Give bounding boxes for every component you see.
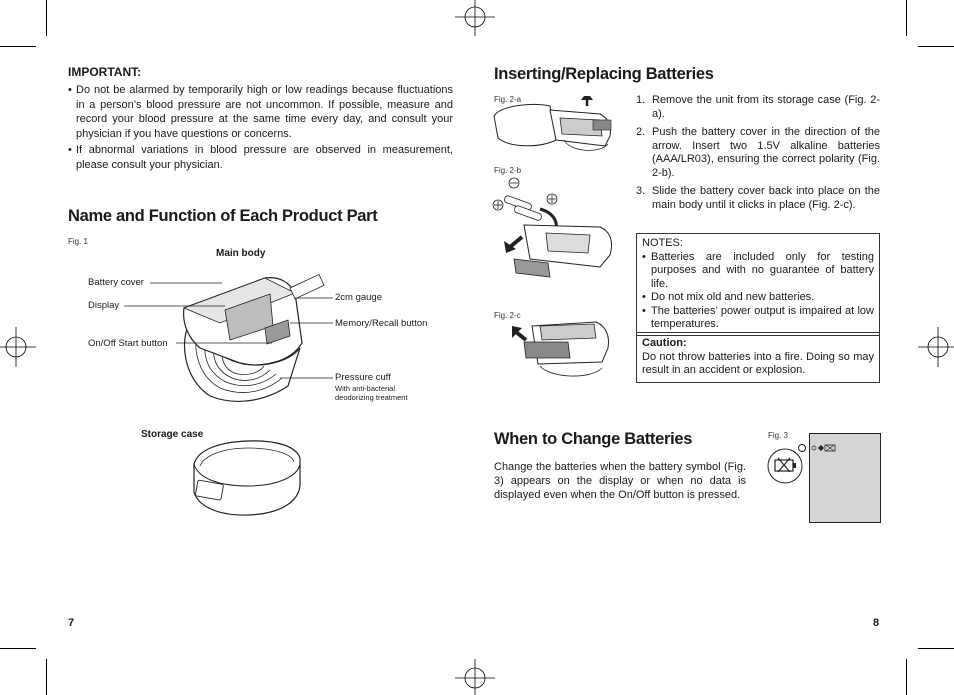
crop-mark (918, 648, 954, 649)
fig2a-label: Fig. 2-a (494, 95, 522, 104)
crop-mark (906, 0, 907, 36)
notes-list (642, 251, 874, 332)
memory-label: Memory/Recall button (335, 318, 428, 329)
step-text: Remove the unit from its storage case (Fig. 2-a). (652, 94, 880, 120)
change-text: Change the batteries when the battery symbol (Fig. 3) appears on the display or when no data is displayed even when the On/Off button is pressed. (494, 461, 746, 501)
step-item (636, 185, 880, 212)
note-item: • Do not mix old and new batteries. (642, 291, 874, 305)
change-heading: When to Change Batteries (494, 430, 693, 448)
step-item (636, 126, 880, 180)
step-text: Slide the battery cover back into place on the main body until it clicks in place (Fig. 2-c). (652, 185, 880, 211)
batteries-heading: Inserting/Replacing Batteries (494, 65, 714, 83)
step-item (636, 94, 880, 121)
note-item: • Batteries are included only for testing purposes and with no guarantee of battery life. (642, 251, 874, 292)
important-list (68, 83, 453, 174)
page-number-left: 7 (68, 617, 75, 629)
registration-mark (0, 327, 36, 367)
storage-case-illustration (188, 436, 306, 520)
crop-mark (46, 0, 47, 36)
gauge-label: 2cm gauge (335, 292, 383, 303)
registration-mark (455, 659, 495, 695)
caution-title: Caution: (642, 337, 687, 349)
registration-mark (455, 0, 495, 36)
crop-mark (906, 659, 907, 695)
important-title: IMPORTANT: (68, 65, 142, 79)
step-number: 1. (636, 94, 646, 106)
fig2c-illustration (510, 312, 615, 384)
fig2b-label: Fig. 2-b (494, 166, 522, 175)
cuff-note-1: With anti-bacterial (335, 384, 396, 393)
on-off-label: On/Off Start button (88, 338, 168, 349)
fig3-label: Fig. 3 (768, 431, 789, 440)
main-body-label: Main body (216, 248, 266, 259)
fig2a-illustration (490, 96, 620, 158)
monitor-illustration (170, 268, 330, 413)
crop-mark (46, 659, 47, 695)
cuff-label: Pressure cuff (335, 372, 391, 383)
fig2c-label: Fig. 2-c (494, 311, 521, 320)
important-bullet: • If abnormal variations in blood pressure are observed in measurement, please consult your physician. (68, 143, 453, 172)
fig3-pointer-icon (797, 440, 839, 456)
parts-heading: Name and Function of Each Product Part (68, 207, 378, 225)
display-label: Display (88, 300, 120, 311)
fig1-label: Fig. 1 (68, 237, 89, 246)
step-number: 2. (636, 126, 646, 138)
notes-box (636, 233, 880, 336)
notes-title: NOTES: (642, 237, 683, 249)
crop-mark (0, 648, 36, 649)
step-text: Push the battery cover in the direction of the arrow. Insert two 1.5V alkaline batteries (AAA/LR03), ensuring the correct polarity (Fig. 2-b). (652, 126, 880, 179)
caution-box (636, 332, 880, 383)
page-number-right: 8 (873, 617, 880, 629)
note-item: • The batteries’ power output is impaired at low temperatures. (642, 305, 874, 332)
battery-steps (636, 94, 880, 217)
crop-mark (0, 46, 36, 47)
fig2b-illustration (490, 175, 620, 290)
step-number: 3. (636, 185, 646, 197)
registration-mark (918, 327, 954, 367)
crop-mark (918, 46, 954, 47)
cuff-note-2: deodorizing treatment (335, 393, 408, 402)
important-bullet: • Do not be alarmed by temporarily high or low readings because fluctuations in a person’s blood pressure are not uncommon. If possible, measure and record your blood pressure at the same time every day, and consult your physician if you have questions or concerns. (68, 83, 453, 141)
storage-case-label: Storage case (141, 429, 204, 440)
caution-text: Do not throw batteries into a fire. Doing so may result in an accident or explosion. (642, 350, 874, 376)
battery-cover-label: Battery cover (88, 277, 144, 288)
